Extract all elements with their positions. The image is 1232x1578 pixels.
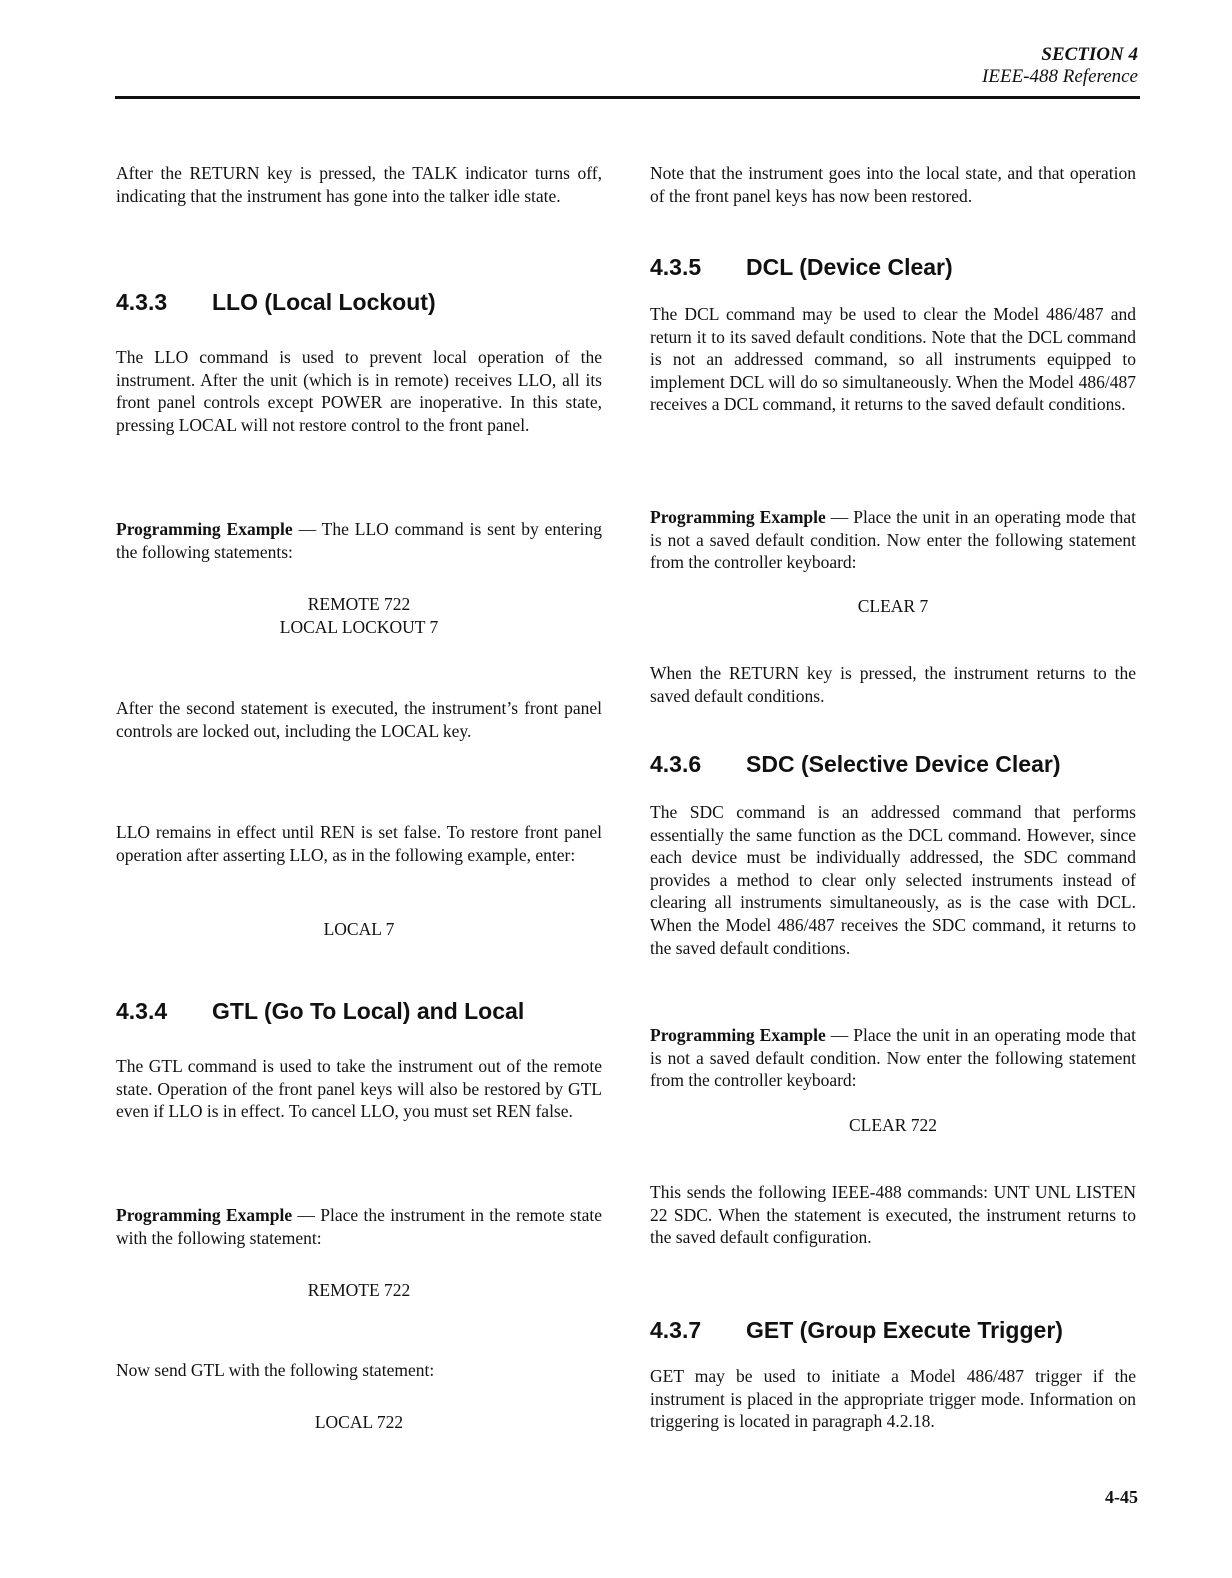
- section-title: IEEE-488 Reference: [982, 66, 1138, 87]
- paragraph-intro-right: Note that the instrument goes into the local state, and that operation of the front panel keys has now been restored.: [650, 163, 1136, 206]
- heading-4-3-6: [650, 750, 1061, 778]
- example-text: — The LLO command is sent by entering the following statements:: [116, 519, 602, 562]
- example-label: Programming Example: [116, 1205, 293, 1225]
- example-text: — Place the instrument in the remote state with the following statement:: [116, 1205, 602, 1248]
- paragraph-dcl-description: The DCL command may be used to clear the Model 486/487 and return it to its saved default conditions. Note that the DCL command is not an addressed command, so all instruments equipped to implement DCL will do so simultaneously. When the Model 486/487 receives a DCL command, it returns to the saved default conditions.: [650, 304, 1136, 415]
- paragraph-llo-description: The LLO command is used to prevent local operation of the instrument. After the unit (which is in remote) receives LLO, all its front panel controls except POWER are inoperative. In this state, pressing LOCAL will not restore control to the front panel.: [116, 347, 602, 435]
- paragraph-dcl-result: When the RETURN key is pressed, the instrument returns to the saved default conditions.: [650, 663, 1136, 706]
- programming-example-dcl: [650, 506, 1136, 574]
- header-rule: [115, 96, 1140, 99]
- heading-number: 4.3.4: [116, 998, 168, 1024]
- code-line: REMOTE 722: [307, 594, 411, 614]
- heading-title: GTL (Go To Local) and Local: [212, 998, 525, 1024]
- programming-example-gtl: [116, 1204, 602, 1249]
- programming-example-llo: [116, 518, 602, 563]
- heading-title: LLO (Local Lockout): [212, 289, 436, 315]
- example-text: — Place the unit in an operating mode that is not a saved default condition. Now enter the following statement from the controller keyboard:: [650, 507, 1136, 573]
- example-label: Programming Example: [650, 1025, 826, 1045]
- heading-4-3-3: [116, 288, 436, 316]
- running-header: [982, 44, 1138, 88]
- paragraph-get-description: GET may be used to initiate a Model 486/487 trigger if the instrument is placed in the appropriate trigger mode. Information on triggering is located in paragraph 4.2.18.: [650, 1366, 1136, 1432]
- heading-number: 4.3.7: [650, 1317, 702, 1343]
- code-line: LOCAL 7: [323, 919, 395, 939]
- code-line: CLEAR 7: [857, 596, 929, 616]
- code-line: REMOTE 722: [307, 1280, 411, 1300]
- paragraph-send-gtl: Now send GTL with the following statement:: [116, 1360, 435, 1380]
- programming-example-sdc: [650, 1024, 1136, 1092]
- paragraph-llo-restore: LLO remains in effect until REN is set false. To restore front panel operation after asserting LLO, as in the following example, enter:: [116, 822, 602, 865]
- heading-4-3-4: [116, 997, 524, 1025]
- heading-4-3-5: [650, 253, 953, 281]
- example-text: — Place the unit in an operating mode that is not a saved default condition. Now enter the following statement from the controller keyboard:: [650, 1025, 1136, 1091]
- example-label: Programming Example: [116, 519, 293, 539]
- heading-number: 4.3.3: [116, 289, 168, 315]
- paragraph-sdc-result: This sends the following IEEE-488 commands: UNT UNL LISTEN 22 SDC. When the statement is executed, the instrument returns to the saved default configuration.: [650, 1182, 1136, 1248]
- heading-title: DCL (Device Clear): [746, 254, 953, 280]
- heading-4-3-7: [650, 1316, 1063, 1344]
- paragraph-sdc-description: The SDC command is an addressed command that performs essentially the same function as the DCL command. However, since each device must be individually addressed, the SDC command provides a method to clear only selected instruments instead of clearing all instruments simultaneously, as is the case with DCL. When the Model 486/487 receives the SDC command, it returns to the saved default conditions.: [650, 802, 1136, 958]
- paragraph-intro-left: After the RETURN key is pressed, the TALK indicator turns off, indicating that the instrument has gone into the talker idle state.: [116, 163, 602, 206]
- heading-number: 4.3.5: [650, 254, 702, 280]
- section-label: SECTION 4: [1041, 44, 1138, 65]
- heading-title: GET (Group Execute Trigger): [746, 1317, 1063, 1343]
- page-number: 4-45: [1105, 1487, 1138, 1507]
- heading-title: SDC (Selective Device Clear): [746, 751, 1061, 777]
- example-label: Programming Example: [650, 507, 826, 527]
- paragraph-gtl-description: The GTL command is used to take the instrument out of the remote state. Operation of the front panel keys will also be restored by GTL even if LLO is in effect. To cancel LLO, you must set REN false.: [116, 1056, 602, 1122]
- code-line: LOCAL 722: [314, 1412, 404, 1432]
- code-line: CLEAR 722: [849, 1115, 937, 1135]
- code-line: LOCAL LOCKOUT 7: [279, 617, 439, 637]
- paragraph-llo-result: After the second statement is executed, the instrument’s front panel controls are locked out, including the LOCAL key.: [116, 698, 602, 741]
- heading-number: 4.3.6: [650, 751, 702, 777]
